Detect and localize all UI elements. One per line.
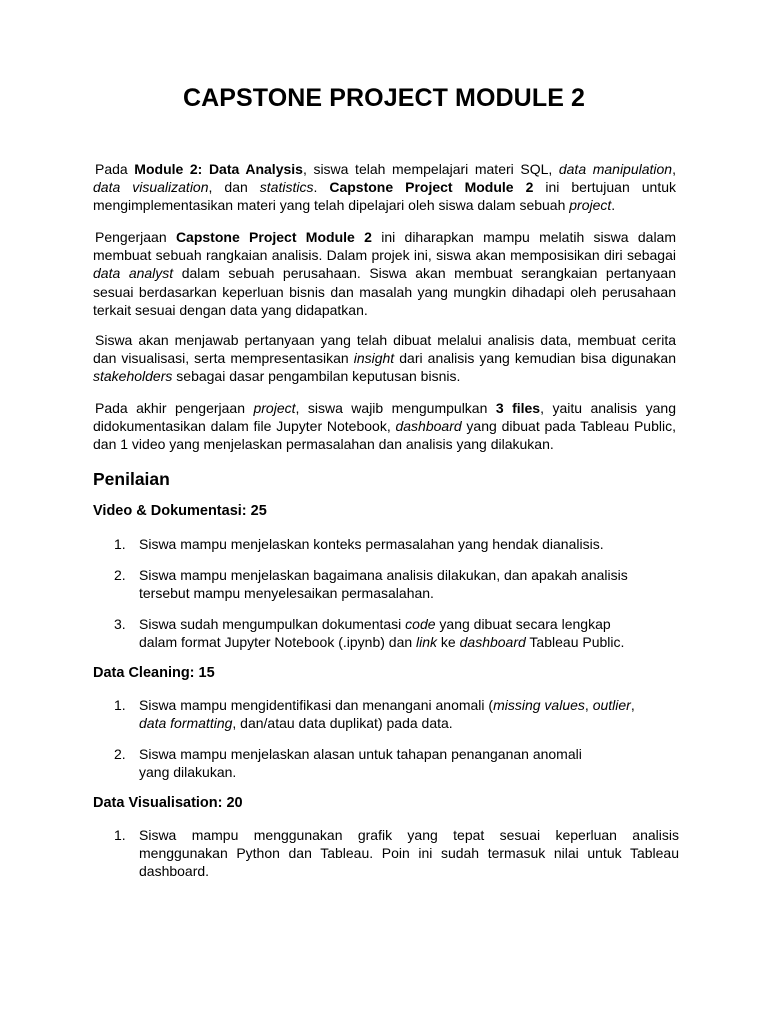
italic-text: link: [416, 634, 438, 651]
italic-text: dashboard: [395, 418, 462, 435]
text-run: Siswa mampu mengidentifikasi dan menangani anomali (: [139, 697, 494, 713]
text-run: yang dibuat secara lengkap: [435, 616, 611, 632]
list-number: 2.: [114, 746, 126, 762]
bold-text: Capstone Project Module 2: [329, 179, 534, 196]
subheading-data-cleaning: Data Cleaning: 15: [93, 665, 215, 681]
italic-text: data formatting: [139, 715, 233, 732]
text-run: Siswa akan menjawab pertanyaan yang telah dibuat melalui analisis data, membuat cerita dan visualisasi, serta mempresentasikan: [93, 332, 676, 367]
list-item: [114, 615, 679, 651]
italic-text: code: [405, 616, 436, 632]
text-run: yang dibuat pada Tableau Public, dan 1 video yang menjelaskan permasalahan dan analisis yang dilakukan.: [93, 418, 676, 453]
italic-text: statistics: [259, 179, 314, 196]
text-run: ini diharapkan mampu melatih siswa dalam membuat sebuah rangkaian analisis. Dalam projek ini, siswa akan memposisikan diri sebagai: [93, 229, 676, 264]
text-run: sebagai dasar pengambilan keputusan bisnis.: [172, 368, 461, 385]
text-run: , yaitu analisis yang didokumentasikan dalam file Jupyter Notebook,: [93, 400, 676, 435]
italic-text: project: [569, 197, 612, 214]
text-run: ,: [672, 161, 676, 177]
text-run: yang dilakukan.: [139, 764, 237, 781]
text-run: Siswa mampu menjelaskan alasan untuk tahapan penanganan anomali: [139, 746, 582, 762]
italic-text: data visualization: [93, 179, 209, 196]
text-run: ini bertujuan untuk mengimplementasikan materi yang telah dipelajari oleh siswa dalam sebuah: [93, 179, 677, 214]
italic-text: data manipulation: [558, 161, 673, 177]
list-item: [114, 826, 679, 881]
subheading-video-dokumentasi: Video & Dokumentasi: 25: [93, 503, 267, 519]
text-run: Tableau Public.: [525, 634, 625, 651]
italic-text: missing values: [493, 697, 585, 713]
text-run: Siswa sudah mengumpulkan dokumentasi: [139, 616, 406, 632]
subheading-data-visualisation: Data Visualisation: 20: [93, 795, 243, 811]
list-item: [114, 566, 679, 602]
bold-text: 3 files: [495, 400, 541, 416]
text-run: dalam format Jupyter Notebook (.ipynb) dan: [139, 634, 417, 651]
list-item: [114, 535, 679, 553]
italic-text: data analyst: [93, 265, 174, 282]
list-number: 3.: [114, 616, 126, 632]
section-heading-penilaian: Penilaian: [93, 469, 170, 489]
italic-text: insight: [353, 350, 395, 367]
list-item: [114, 696, 679, 732]
text-run: Pengerjaan: [95, 229, 176, 245]
text-run: ke: [437, 634, 460, 651]
list-item: [114, 745, 679, 781]
text-run: dari analisis yang kemudian bisa digunakan: [394, 350, 676, 367]
italic-text: stakeholders: [93, 368, 173, 385]
text-run: .: [611, 197, 616, 214]
list-number: 2.: [114, 567, 126, 583]
text-run: , siswa telah mempelajari materi SQL,: [302, 161, 559, 177]
text-run: Siswa mampu menggunakan grafik yang tepat sesuai keperluan analisis menggunakan Python dan Tableau. Poin ini sudah termasuk nilai untuk Tableau dashboard.: [139, 827, 679, 880]
document-title: CAPSTONE PROJECT MODULE 2: [182, 84, 586, 112]
intro-paragraph-1: [93, 160, 676, 215]
bold-text: Capstone Project Module 2: [175, 229, 372, 245]
italic-text: dashboard: [459, 634, 526, 651]
text-run: Pada akhir pengerjaan: [95, 400, 254, 416]
intro-paragraph-4: [93, 399, 676, 454]
text-run: , dan/atau data duplikat) pada data.: [232, 715, 453, 732]
text-run: ,: [584, 697, 593, 713]
list-number: 1.: [114, 827, 126, 843]
text-run: Siswa mampu menjelaskan konteks permasalahan yang hendak dianalisis.: [139, 536, 604, 552]
text-run: .: [313, 179, 330, 196]
text-run: , siswa wajib mengumpulkan: [295, 400, 496, 416]
text-run: Pada: [95, 161, 135, 177]
list-number: 1.: [114, 697, 126, 713]
text-run: ,: [630, 697, 635, 713]
list-number: 1.: [114, 536, 126, 552]
bold-text: Module 2: Data Analysis: [134, 161, 303, 177]
intro-paragraph-2: [93, 228, 676, 319]
text-run: dalam sebuah perusahaan. Siswa akan membuat serangkaian pertanyaan sesuai berdasarkan keperluan bisnis dan masalah yang mungkin dihadapi oleh perusahaan terkait sesuai dengan data yang didapatkan.: [93, 265, 676, 318]
text-run: tersebut mampu menyelesaikan permasalahan.: [139, 585, 434, 602]
italic-text: outlier: [592, 697, 631, 713]
text-run: Siswa mampu menjelaskan bagaimana analisis dilakukan, dan apakah analisis: [139, 567, 628, 583]
italic-text: project: [253, 400, 296, 416]
text-run: , dan: [208, 179, 260, 196]
intro-paragraph-3: [93, 331, 676, 386]
